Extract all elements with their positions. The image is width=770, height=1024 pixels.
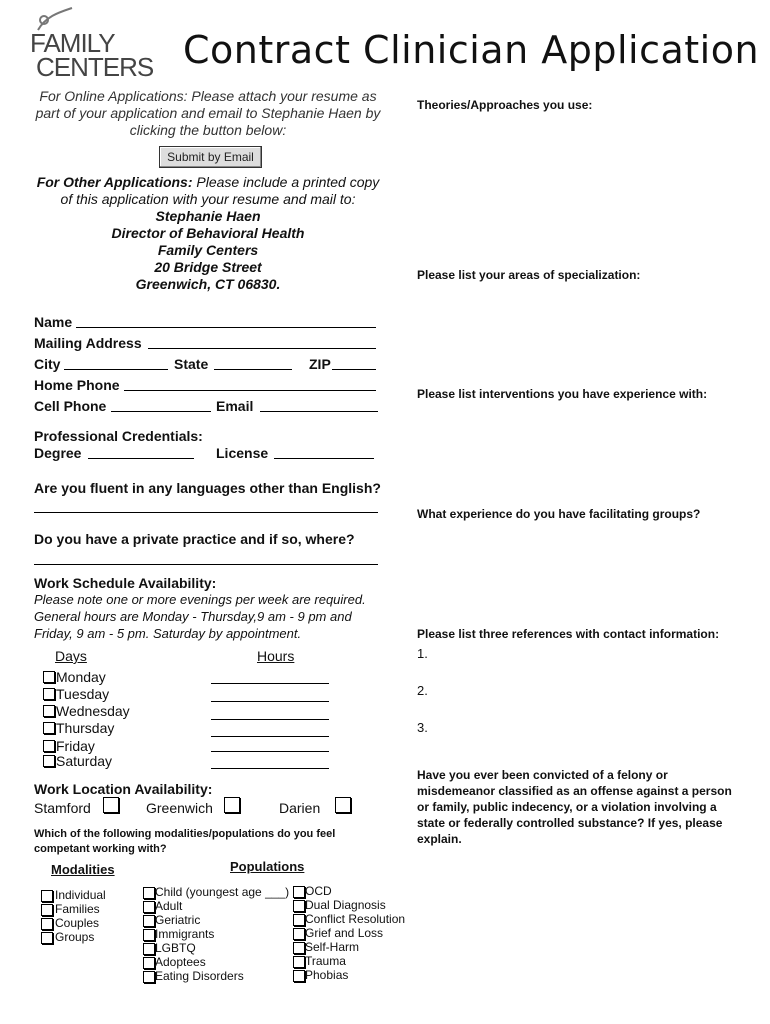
other-instructions — [34, 174, 382, 208]
modality-label: Couples — [55, 916, 100, 930]
license-input[interactable] — [274, 458, 374, 459]
population-checkbox[interactable] — [293, 900, 305, 912]
city-label: City — [34, 356, 61, 372]
hours-input[interactable] — [211, 719, 329, 720]
logo-line-1: FAMILY — [30, 28, 115, 58]
hours-input[interactable] — [211, 768, 329, 769]
day-label: Wednesday — [56, 703, 130, 719]
population-label: OCD — [305, 884, 332, 898]
state-input[interactable] — [214, 369, 292, 370]
saturday-checkbox[interactable] — [43, 755, 55, 767]
hours-input[interactable] — [211, 683, 329, 684]
day-label: Friday — [56, 738, 95, 754]
hours-input[interactable] — [211, 751, 329, 752]
day-label: Thursday — [56, 720, 115, 736]
population-checkbox[interactable] — [293, 956, 305, 968]
home-phone-label: Home Phone — [34, 377, 120, 393]
population-checkbox[interactable] — [293, 942, 305, 954]
cell-phone-label: Cell Phone — [34, 398, 107, 414]
reference-number: 2. — [417, 683, 428, 698]
mailing-address-block — [34, 208, 382, 293]
population-checkbox[interactable] — [143, 943, 155, 955]
email-label: Email — [216, 398, 254, 414]
location-label: Greenwich — [146, 800, 213, 816]
other-lead: For Other Applications: — [36, 174, 193, 190]
day-label: Tuesday — [56, 686, 110, 702]
languages-question: Are you fluent in any languages other than English? — [34, 480, 381, 496]
day-label: Saturday — [56, 753, 113, 769]
population-checkbox[interactable] — [293, 886, 305, 898]
cell-phone-input[interactable] — [111, 411, 211, 412]
degree-input[interactable] — [88, 458, 194, 459]
population-checkbox[interactable] — [143, 957, 155, 969]
groups-question: What experience do you have facilitating groups? — [417, 507, 701, 521]
population-label: Immigrants — [155, 927, 215, 941]
theories-question: Theories/Approaches you use: — [417, 98, 593, 112]
languages-input[interactable] — [34, 512, 378, 513]
population-label: Conflict Resolution — [305, 912, 406, 926]
population-checkbox[interactable] — [293, 914, 305, 926]
populations-header: Populations — [230, 859, 305, 874]
schedule-heading: Work Schedule Availability: — [34, 575, 217, 591]
online-lead: For Online Applications: — [39, 88, 188, 104]
modalities-question: Which of the following modalities/populations do you feel competant working with? — [34, 828, 336, 855]
hours-input[interactable] — [211, 701, 329, 702]
felony-question: Have you ever been convicted of a felony or misdemeanor classified as an offense against a person or family, public indecency, or a violation involving a state or federally controlled substance? If yes, please explain. — [417, 768, 732, 846]
population-checkbox[interactable] — [293, 928, 305, 940]
reference-number: 3. — [417, 720, 428, 735]
submit-by-email-button[interactable]: Submit by Email — [159, 146, 262, 168]
address-line: Greenwich, CT 06830. — [135, 276, 281, 292]
specialization-question: Please list your areas of specialization: — [417, 268, 641, 282]
population-checkbox[interactable] — [143, 929, 155, 941]
zip-input[interactable] — [332, 369, 376, 370]
page-title: Contract Clinician Application — [183, 28, 760, 72]
groups-checkbox[interactable] — [41, 932, 53, 944]
mailing-address-label: Mailing Address — [34, 335, 142, 351]
modalities-header: Modalities — [51, 862, 115, 877]
home-phone-input[interactable] — [124, 390, 376, 391]
private-practice-question: Do you have a private practice and if so, where? — [34, 531, 355, 547]
individual-checkbox[interactable] — [41, 890, 53, 902]
name-input[interactable] — [76, 327, 376, 328]
online-instructions — [34, 88, 382, 139]
hours-input[interactable] — [211, 736, 329, 737]
reference-number: 1. — [417, 646, 428, 661]
address-line: 20 Bridge Street — [154, 259, 262, 275]
logo-line-2: CENTERS — [36, 52, 154, 82]
population-label: Phobias — [305, 968, 349, 982]
modality-label: Groups — [55, 930, 95, 944]
couples-checkbox[interactable] — [41, 918, 53, 930]
population-label: Adoptees — [155, 955, 206, 969]
location-label: Darien — [279, 800, 321, 816]
credentials-label: Professional Credentials: — [34, 428, 203, 444]
families-checkbox[interactable] — [41, 904, 53, 916]
greenwich-checkbox[interactable] — [224, 797, 240, 813]
hours-header: Hours — [257, 648, 295, 664]
tuesday-checkbox[interactable] — [43, 688, 55, 700]
population-label: Eating Disorders — [155, 969, 244, 983]
online-text: Please attach your resume as part of your application and email to Stephanie Haen by clicking the button below: — [35, 88, 381, 138]
name-label: Name — [34, 314, 73, 330]
address-line: Family Centers — [157, 242, 259, 258]
modality-label: Families — [55, 902, 100, 916]
darien-checkbox[interactable] — [335, 797, 351, 813]
license-label: License — [216, 445, 269, 461]
wednesday-checkbox[interactable] — [43, 705, 55, 717]
private-practice-input[interactable] — [34, 564, 378, 565]
thursday-checkbox[interactable] — [43, 722, 55, 734]
address-line: Director of Behavioral Health — [111, 225, 305, 241]
schedule-note: Please note one or more evenings per week are required. General hours are Monday - Thursday,9 am - 9 pm and Friday, 9 am - 5 pm. Saturday by appointment. — [34, 592, 366, 641]
address-line: Stephanie Haen — [155, 208, 261, 224]
population-checkbox[interactable] — [293, 970, 305, 982]
location-heading: Work Location Availability: — [34, 781, 213, 797]
location-label: Stamford — [34, 800, 91, 816]
interventions-question: Please list interventions you have experience with: — [417, 387, 708, 401]
population-label: Geriatric — [155, 913, 201, 927]
population-label: Adult — [155, 899, 183, 913]
population-label: LGBTQ — [155, 941, 196, 955]
population-checkbox[interactable] — [143, 901, 155, 913]
email-input[interactable] — [260, 411, 378, 412]
mailing-address-input[interactable] — [148, 348, 376, 349]
population-label: Child (youngest age ___) — [155, 885, 290, 899]
days-header: Days — [55, 648, 87, 664]
population-checkbox[interactable] — [143, 887, 155, 899]
city-input[interactable] — [64, 369, 168, 370]
population-label: Trauma — [305, 954, 346, 968]
other-text: Please include a printed copy of this application with your resume and mail to: — [60, 174, 380, 207]
zip-label: ZIP — [309, 356, 331, 372]
population-checkbox[interactable] — [143, 971, 155, 983]
population-checkbox[interactable] — [143, 915, 155, 927]
friday-checkbox[interactable] — [43, 740, 55, 752]
stamford-checkbox[interactable] — [103, 797, 119, 813]
population-label: Grief and Loss — [305, 926, 384, 940]
monday-checkbox[interactable] — [43, 671, 55, 683]
modality-label: Individual — [55, 888, 106, 902]
day-label: Monday — [56, 669, 106, 685]
population-label: Dual Diagnosis — [305, 898, 386, 912]
state-label: State — [174, 356, 209, 372]
degree-label: Degree — [34, 445, 82, 461]
references-question: Please list three references with contact information: — [417, 627, 720, 641]
population-label: Self-Harm — [305, 940, 360, 954]
family-centers-logo — [30, 6, 152, 80]
